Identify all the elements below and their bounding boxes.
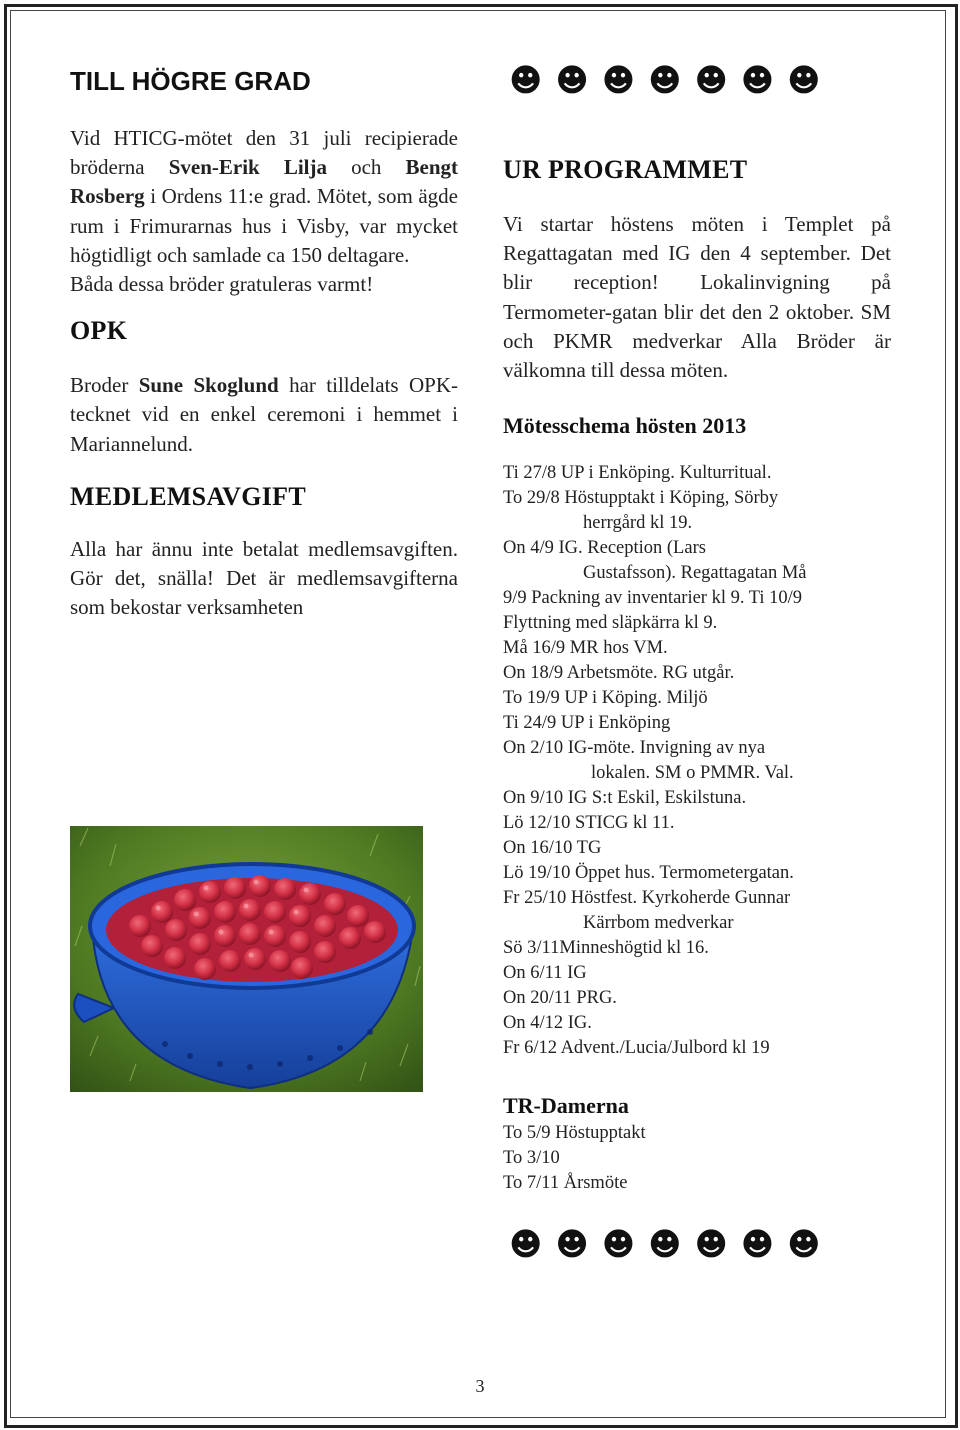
paragraph-higher-grade [70, 124, 458, 270]
member-name: Bengt Rosberg [70, 155, 458, 209]
tr-line: To 5/9 Höstupptakt [503, 1123, 646, 1144]
schedule-line: On 4/9 IG. Reception (Lars [503, 538, 706, 559]
schedule-line: On 16/10 TG [503, 838, 602, 859]
congratulations-line: Båda dessa bröder gratuleras varmt! [70, 272, 374, 297]
schedule-line: Gustafsson). Regattagatan Må [583, 563, 807, 584]
schedule-line: Kärrbom medverkar [583, 913, 734, 934]
heading-membership-fee: MEDLEMSAVGIFT [70, 481, 307, 511]
member-name: Sune Skoglund [138, 373, 279, 398]
schedule-line: Ti 24/9 UP i Enköping [503, 713, 671, 734]
schedule-line: On 20/11 PRG. [503, 988, 617, 1009]
schedule-line: lokalen. SM o PMMR. Val. [591, 763, 794, 784]
heading-tr-ladies: TR-Damerna [503, 1093, 629, 1119]
schedule-line: On 6/11 IG [503, 963, 587, 984]
schedule-line: Lö 19/10 Öppet hus. Termometergatan. [503, 863, 794, 884]
heading-opk: OPK [70, 316, 128, 346]
page-number: 3 [475, 1376, 485, 1396]
tr-ladies-list [503, 1121, 891, 1196]
schedule-line: On 18/9 Arbetsmöte. RG utgår. [503, 663, 735, 684]
paragraph-membership-fee: Alla har ännu inte betalat medlemsavgiften. Gör det, snälla! Det är medlemsavgifterna som bekostar verksamheten [70, 536, 458, 620]
heading-program: UR PROGRAMMET [503, 155, 748, 184]
raspberry-bowl-illustration [70, 826, 423, 1092]
schedule-line: Lö 12/10 STICG kl 11. [503, 813, 675, 834]
text-fragment: och [327, 155, 406, 180]
schedule-line: 9/9 Packning av inventarier kl 9. Ti 10/9 [503, 588, 803, 609]
raspberry-bowl-photo [70, 826, 423, 1092]
paragraph-opk [70, 371, 458, 459]
schedule-line: Flyttning med släpkärra kl 9. [503, 613, 718, 634]
text-fragment: har tilldelats OPK-tecknet vid en enkel ceremoni i hemmet i Mariannelund. [70, 373, 458, 456]
tr-line: To 3/10 [503, 1148, 560, 1169]
schedule-line: To 19/9 UP i Köping. Miljö [503, 688, 708, 709]
schedule-line: On 4/12 IG. [503, 1013, 592, 1034]
heading-higher-grade: TILL HÖGRE GRAD [70, 66, 311, 96]
left-column [70, 60, 458, 622]
schedule-line: To 29/8 Höstupptakt i Köping, Sörby [503, 488, 779, 509]
tr-line: To 7/11 Årsmöte [503, 1173, 628, 1194]
paragraph-program: Vi startar höstens möten i Templet på Regattagatan med IG den 4 september. Det blir reception! Lokalinvigning på Termometer-gatan blir det den 2 oktober. SM och PKMR medverkar Alla Bröder är välkomna till dessa möten. [503, 212, 891, 383]
schedule-line: On 2/10 IG-möte. Invigning av nya [503, 738, 766, 759]
text-fragment: Broder [70, 373, 139, 398]
schedule-line: Sö 3/11Minneshögtid kl 16. [503, 938, 709, 959]
schedule-line: Fr 6/12 Advent./Lucia/Julbord kl 19 [503, 1038, 770, 1059]
text-fragment: Vid HTICG-mötet den 31 juli recipierade bröderna [70, 126, 458, 180]
smiley-row-top: ☻☻☻☻☻☻☻ [509, 61, 834, 99]
text-fragment: i Ordens 11:e grad. Mötet, som ägde rum i Frimurarnas hus i Visby, var mycket högtidligt och samlade ca 150 deltagare. [70, 184, 458, 267]
schedule-line: Må 16/9 MR hos VM. [503, 638, 668, 659]
schedule-line: Fr 25/10 Höstfest. Kyrkoherde Gunnar [503, 888, 791, 909]
meeting-schedule-list [503, 461, 891, 1061]
schedule-line: Ti 27/8 UP i Enköping. Kulturritual. [503, 463, 772, 484]
member-name: Sven-Erik Lilja [168, 155, 327, 180]
schedule-line: On 9/10 IG S:t Eskil, Eskilstuna. [503, 788, 747, 809]
right-column [503, 60, 891, 1264]
heading-meeting-schedule: Mötesschema hösten 2013 [503, 413, 747, 439]
smiley-row-bottom: ☻☻☻☻☻☻☻ [509, 1225, 834, 1264]
schedule-line: herrgård kl 19. [583, 513, 693, 534]
